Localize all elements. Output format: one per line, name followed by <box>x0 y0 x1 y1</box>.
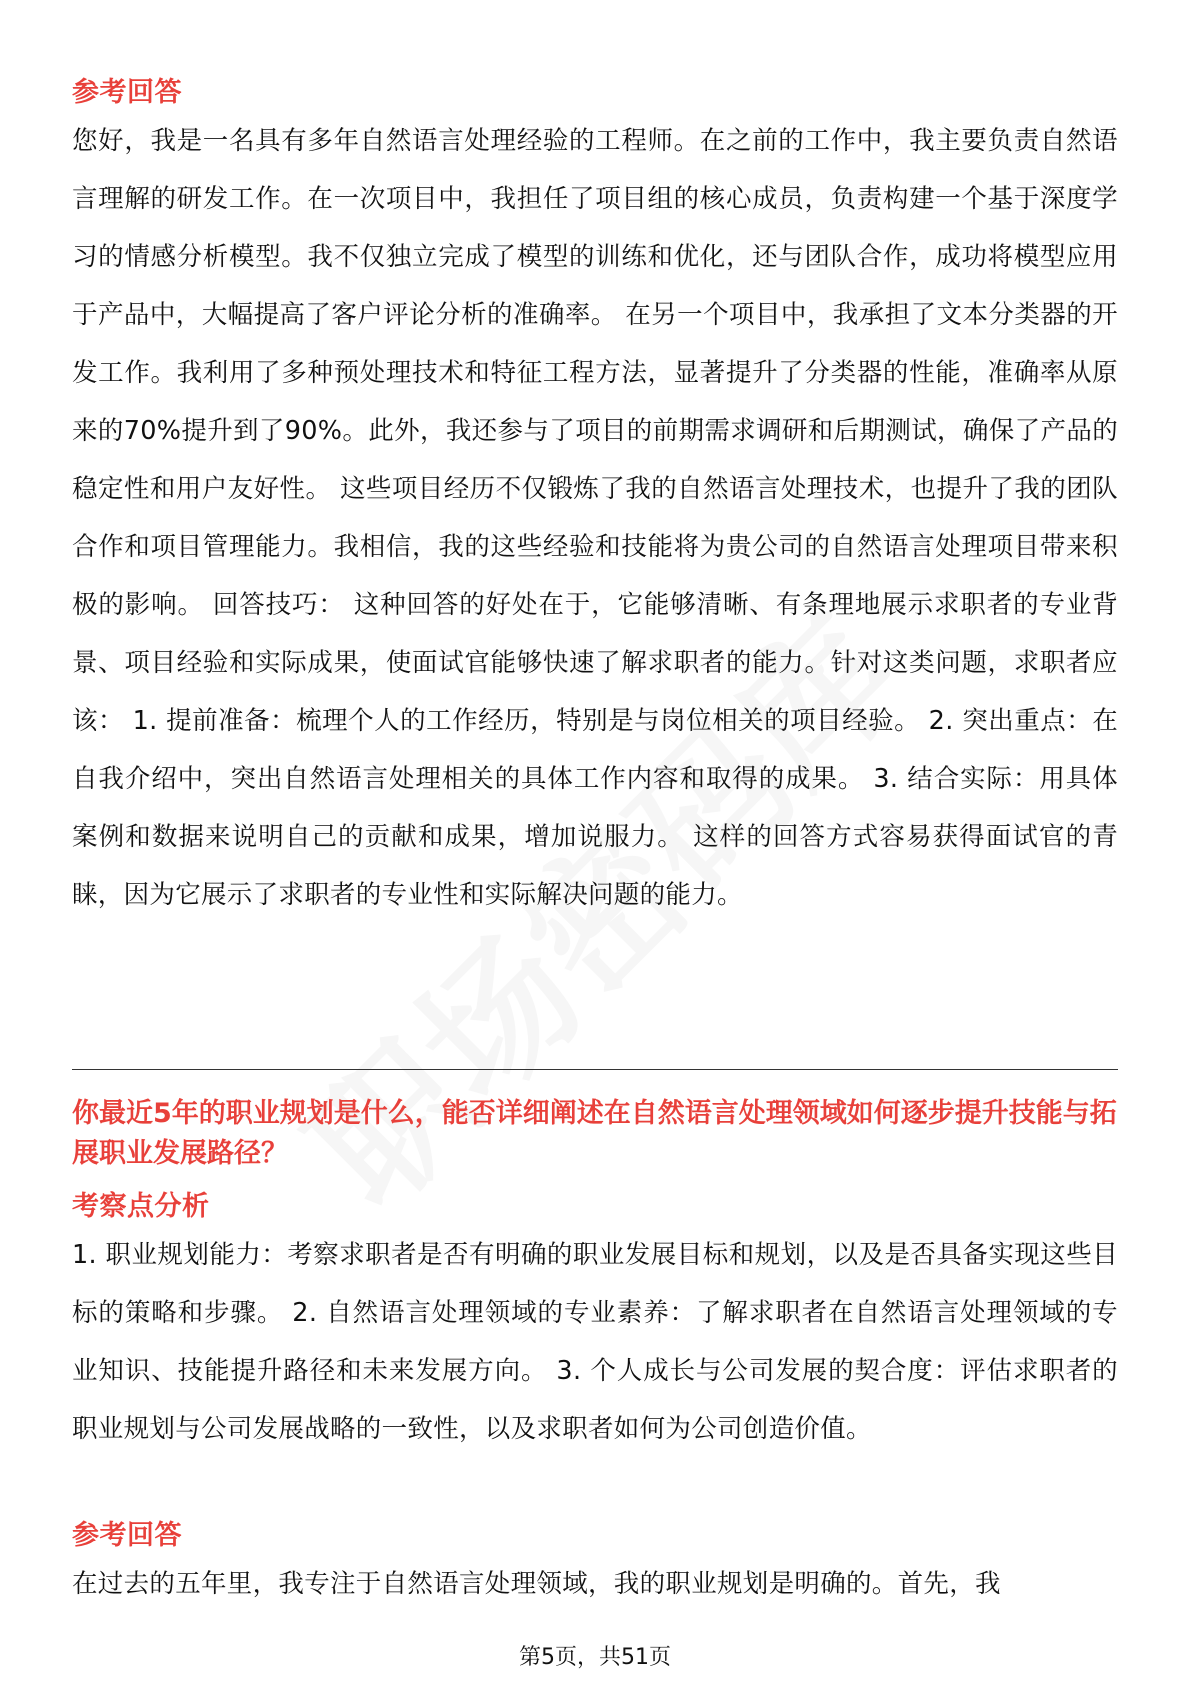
section-divider <box>72 1069 1118 1070</box>
answer-heading: 参考回答 <box>72 1520 182 1551</box>
page-number-footer: 第5页，共51页 <box>519 1645 671 1670</box>
analysis-paragraph: 1. 职业规划能力：考察求职者是否有明确的职业发展目标和规划，以及是否具备实现这些目标的策略和步骤。 2. 自然语言处理领域的专业素养：了解求职者在自然语言处理领域的专业知识、技能提升路径和未来发展方向。 3. 个人成长与公司发展的契合度：评估求职者的职业规划与公司发展战略的一致性，以及求职者如何为公司创造价值。 <box>72 1240 1118 1444</box>
reference-answer-paragraph: 您好，我是一名具有多年自然语言处理经验的工程师。在之前的工作中，我主要负责自然语言理解的研发工作。在一次项目中，我担任了项目组的核心成员，负责构建一个基于深度学习的情感分析模型。我不仅独立完成了模型的训练和优化，还与团队合作，成功将模型应用于产品中，大幅提高了客户评论分析的准确率。 在另一个项目中，我承担了文本分类器的开发工作。我利用了多种预处理技术和特征工程方法，显著提升了分类器的性能，准确率从原来的70%提升到了90%。此外，我还参与了项目的前期需求调研和后期测试，确保了产品的稳定性和用户友好性。 这些项目经历不仅锻炼了我的自然语言处理技术，也提升了我的团队合作和项目管理能力。我相信，我的这些经验和技能将为贵公司的自然语言处理项目带来积极的影响。 回答技巧： 这种回答的好处在于，它能够清晰、有条理地展示求职者的专业背景、项目经验和实际成果，使面试官能够快速了解求职者的能力。针对这类问题，求职者应该： 1. 提前准备：梳理个人的工作经历，特别是与岗位相关的项目经验。 2. 突出重点：在自我介绍中，突出自然语言处理相关的具体工作内容和取得的成果。 3. 结合实际：用具体案例和数据来说明自己的贡献和成果，增加说服力。 这样的回答方式容易获得面试官的青睐，因为它展示了求职者的专业性和实际解决问题的能力。 <box>72 126 1118 910</box>
analysis-heading: 考察点分析 <box>72 1191 210 1222</box>
reference-answer-heading: 参考回答 <box>72 77 182 108</box>
question-title: 你最近5年的职业规划是什么，能否详细阐述在自然语言处理领域如何逐步提升技能与拓展职业发展路径？ <box>72 1098 1117 1169</box>
document-page <box>72 0 1118 1684</box>
answer-paragraph: 在过去的五年里，我专注于自然语言处理领域，我的职业规划是明确的。首先，我 <box>72 1569 1001 1599</box>
